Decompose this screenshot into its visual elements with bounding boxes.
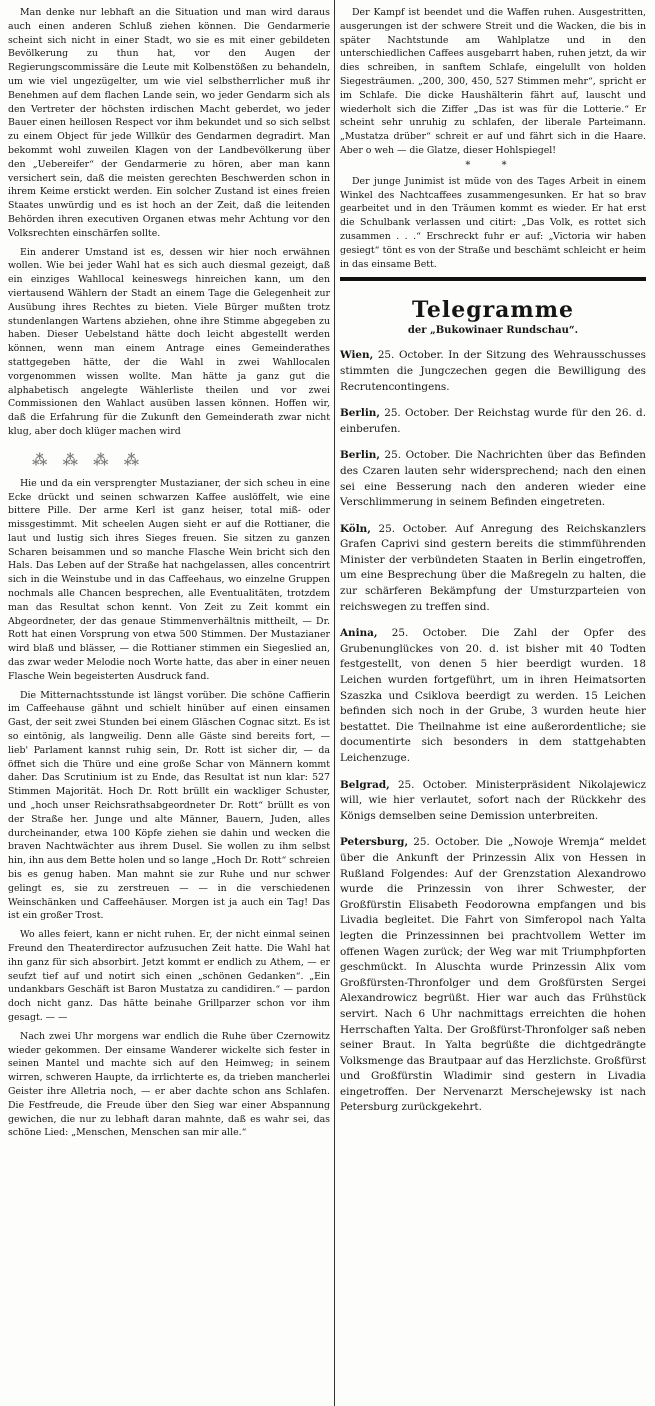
telegram-text: 25. October. In der Sitzung des Wehrausschusses stimmten die Jungczechen gegen die Bewilligung des Recrutencontingens. [340,349,646,393]
telegram-place: Petersburg, [340,836,409,849]
telegram-text: 25. October. Auf Anregung des Reichskanzlers Grafen Caprivi sind gestern bereits die stimmführenden Minister der verbündeten Staaten in Berlin eingetroffen, um eine Besprechung über die Maßregeln zu halten, die zur schärferen Bekämpfung der Umsturzparteien von reichswegen zu treffen sind. [340,522,646,613]
paragraph: Ein anderer Umstand ist es, dessen wir hier noch erwähnen wollen. Wie bei jeder Wahl hat es sich auch diesmal gezeigt, daß ein einziges Wahllocal keineswegs hinreichen kann, um den viertausend Wählern der Stadt an einem Tage die Gelegenheit zur Ausübung ihres Rechtes zu bieten. Viele Bürger mußten trotz stundenlangen Wartens abziehen, ohne ihre Stimme abgegeben zu haben. Dieser Uebelstand hätte doch leicht abgestellt werden können, wenn man einem Antrage eines Gemeinderathes stattgegeben hätte, der die Wahl in zwei Wahllocalen vorgenommen wissen wollte. Man hätte ja ganz gut die alphabetisch angelegte Wählerliste theilen und vor zwei Commissionen den Wahlact ausüben lassen können. Hoffen wir, daß die Erfahrung für die Zukunft den Gemeinderath zwar nicht klug, aber doch klüger machen wird [8,246,330,437]
paragraph: Hie und da ein versprengter Mustazianer, der sich scheu in eine Ecke drückt und seinen schwarzen Kaffee auslöffelt, wie eine bittere Pille. Der arme Kerl ist ganz heiser, total miß- oder missgestimmt. Mit scheelen Augen sieht er auf die Rottianer, die laut und lustig sich ihres Sieges freuen. Sie sitzen zu ganzen Scharen beisammen und so manche Flasche Wein bricht sich den Hals. Das Leben auf der Straße hat nachgelassen, alles concentrirt sich in die Weinstube und in das Caffeehaus, wo einzelne Gruppen nochmals alle Chancen besprechen, alle Eventualitäten, trotzdem man das Resultat schon kennt. Von Zeit zu Zeit kommt ein Abgeordneter, der das genaue Stimmenverhältnis mittheilt, — Dr. Rott hat einen Vorsprung von etwa 500 Stimmen. Der Mustazianer wird blaß und blässer, — die Rottianer stimmen ein Siegeslied an, das zwar weder Melodie noch Worte hatte, das aber in einer neuen Flasche Wein begeisterten Ausdruck fand. [8,477,330,682]
column-divider [334,0,335,1406]
telegram-place: Belgrad, [340,778,390,791]
telegram-place: Berlin, [340,407,380,420]
telegram-text: 25. October. Die Zahl der Opfer des Grubenunglückes von 20. d. ist bisher mit 40 Todten festgestellt, von denen 5 hier beerdigt wurden. 18 Leichen wurden fortgeführt, um in ihren Heimatsorten Szaszka und Csiklova beerdigt zu werden. 15 Leichen befinden sich noch in der Grube, 3 wurden heute hier bestattet. Die Theilnahme ist eine außerordentliche; sie documentirte sich besonders in dem stattgehabten Leichenzuge. [340,627,646,764]
telegram-item [340,835,646,1116]
telegrams-subtitle: der „Bukowinaer Rundschau“. [407,325,579,337]
telegram-item [340,778,646,825]
right-column [340,6,646,1127]
telegram-place: Berlin, [340,449,380,462]
telegram-list [340,348,646,1116]
section-rule [340,277,646,281]
paragraph: Der Kampf ist beendet und die Waffen ruhen. Ausgestritten, ausgerungen ist der schwere Streit und die Wacken, die bis in später Nachtstunde am Wahlplatze und in den unterschiedlichen Caffees ausgebarrt haben, ruhen jetzt, da wir dies schreiben, in sanftem Schlafe, eingelullt von holden Siegesträumen. „200, 300, 450, 527 Stimmen mehr“, spricht er im Schlafe. Die dicke Haushälterin fährt auf, lauscht und wiederholt sich die Ziffer „Das ist was für die Lotterie.“ Er scheint sehr unruhig zu schlafen, der liberale Parteimann. „Mustatza drüber“ schreit er auf und fährt sich in die Haare. Aber o weh — die Glatze, dieser Hohlspiegel! [340,7,646,156]
telegram-text: 25. October. Der Reichstag wurde für den 26. d. einberufen. [340,407,646,435]
telegram-place: Wien, [340,349,374,362]
telegram-item [340,348,646,395]
telegrams-title: Telegramme [412,297,574,324]
paragraph: Nach zwei Uhr morgens war endlich die Ruhe über Czernowitz wieder gekommen. Der einsame Wanderer wickelte sich fester in seinen Mantel und machte sich auf den Heimweg; in seinem wirren, schweren Haupte, da irrlichterte es, da trieben mancherlei Geister ihre Alletria noch, — er aber dachte schon ans Schlafen. Die Festfreude, die Freude über den Sieg war einer Abspannung gewichen, die nur zu lebhaft daran mahnte, daß es wahr sei, das schöne Lied: „Menschen, Menschen san mir alle.“ [8,1030,330,1139]
telegram-item [340,448,646,510]
paragraph: Man denke nur lebhaft an die Situation und man wird daraus auch einen anderen Schluß ziehen können. Die Gendarmerie scheint sich nicht in einer Stadt, wo sie es mit einer gebildeten Bevölkerung zu thun hat, vor den Augen der Regierungscommissäre die Leute mit Kolbenstößen zu behandeln, um wie viel ungezügelter, um wie viel selbstherrlicher muß ihr Benehmen auf dem flachen Lande sein, wo jeder Gendarm sich als den Vertreter der höchsten irdischen Macht geberdet, wo jeder Bauer einen heillosen Respect vor ihm bekundet und so sich selbst zu einem Object für jede Willkür des Gendarmen degradirt. Man bekommt wohl zuweilen Klagen von der Landbevölkerung über den „Uebereifer“ der Gendarmerie zu hören, aber man kann versichert sein, daß die meisten gerechten Beschwerden schon in ihrem Keime erstickt werden. Ein solcher Zustand ist eines freien Staates unwürdig und es ist hoch an der Zeit, daß die leitenden Behörden ihren executiven Organen etwas mehr Achtung vor den Volksrechten einschärfen sollte. [8,7,330,239]
blurred-heading [8,443,330,471]
telegram-text: 25. October. Die Nachrichten über das Befinden des Czaren lauten sehr widersprechend; nach den einen sei eine Besserung nach den anderen wieder eine Verschlimmerung in seinem Befinden eingetreten. [340,449,646,509]
left-column [8,6,330,1140]
telegram-item [340,406,646,437]
telegram-place: Köln, [340,522,371,535]
blurred-heading-mark: ⁂ ⁂ ⁂ ⁂ [32,450,145,469]
paragraph: Der junge Junimist ist müde von des Tages Arbeit in einem Winkel des Nachtcaffees zusammengesunken. Er hat so brav gearbeitet und in den Träumen kommt es wieder. Er hat erst die Schulbank verlassen und citirt: „Das Volk, es rottet sich zusammen . . .“ Erschreckt fuhr er auf: „Victoria wir haben gesiegt“ tönt es von der Straße und beschämt schleicht er heim in das einsame Bett. [340,175,646,270]
telegram-text: 25. October. Ministerpräsident Nikolajewicz will, wie hier verlautet, sofort nach der Rückkehr des Königs demselben seine Demission unterbreiten. [340,778,646,822]
telegram-place: Anina, [340,627,378,640]
telegram-item [340,626,646,766]
telegram-text: 25. October. Die „Nowoje Wremja“ meldet über die Ankunft der Prinzessin Alix von Hessen in Rußland Folgendes: Auf der Grenzstation Alexandrowo wurde die Prinzessin von ihrer Schwester, der Großfürstin Elisabeth Feodorowna empfangen und bis Livadia begleitet. Die Fahrt von Simferopol nach Yalta legten die Prinzessinnen bei prachtvollem Wetter im offenen Wagen zurück; der Weg war mit Triumphpforten geschmückt. In Aluschta wurde Prinzessin Alix vom Großfürsten-Thronfolger und dem Großfürsten Sergei Alexandrowicz begrüßt. Hier war auch das Frühstück servirt. Nach 6 Uhr nachmittags erreichten die hohen Herrschaften Yalta. Der Großfürst-Thronfolger saß neben seiner Braut. In Yalta begrüßte die dichtgedrängte Volksmenge das Brautpaar auf das Herzlichste. Großfürst und Großfürstin Wladimir sind gestern in Livadia eingetroffen. Der Nervenarzt Merschejewsky ist nach Petersburg zurückgekehrt. [340,836,646,1114]
telegram-item [340,522,646,616]
paragraph: Die Mitternachtsstunde ist längst vorüber. Die schöne Caffierin im Caffeehause gähnt und schielt hinüber auf einen einsamen Gast, der seit zwei Stunden bei einem Gläschen Cognac sitzt. Es ist so eintönig, als langweilig. Denn alle Gäste sind bereits fort, — lieb' Parlament kannst ruhig sein, Dr. Rott ist sicher dir, — da öffnet sich die Thüre und eine große Schar von Männern kommt daher. Das Scrutinium ist zu Ende, das Resultat ist nun klar: 527 Stimmen Majorität. Hoch Dr. Rott brüllt ein wackliger Schuster, und „hoch unser Reichsrathsabgeordneter Dr. Rott“ brüllt es von der Straße her. Junge und alte Männer, Bauern, Juden, alles durcheinander, etwa 100 Köpfe ziehen sie dahin und wecken die braven Nachtwächter aus ihrem Dusel. Sie wollen zu ihm selbst hin, ihn aus dem Bette holen und so lange „Hoch Dr. Rott“ schreien bis es genug haben. Man mahnt sie zur Ruhe und nur schwer gelingt es, sie zu zerstreuen — — in die verschiedenen Weinschänken und Caffeehäuser. Morgen ist ja auch ein Tag! Das ist ein großer Trost. [8,689,330,922]
paragraph: Wo alles feiert, kann er nicht ruhen. Er, der nicht einmal seinen Freund den Theaterdirector aufzusuchen Zeit hatte. Die Wahl hat ihn ganz für sich absorbirt. Jetzt kommt er endlich zu Athem, — er seufzt tief auf und notirt sich einen „schönen Gedanken“. „Ein undankbars Geschäft ist Baron Mustatza zu candidiren.“ — pardon doch nicht ganz. Das hätte beinahe Grillparzer schon vor ihm gesagt. — — [8,929,330,1023]
section-stars: * * [465,159,521,171]
